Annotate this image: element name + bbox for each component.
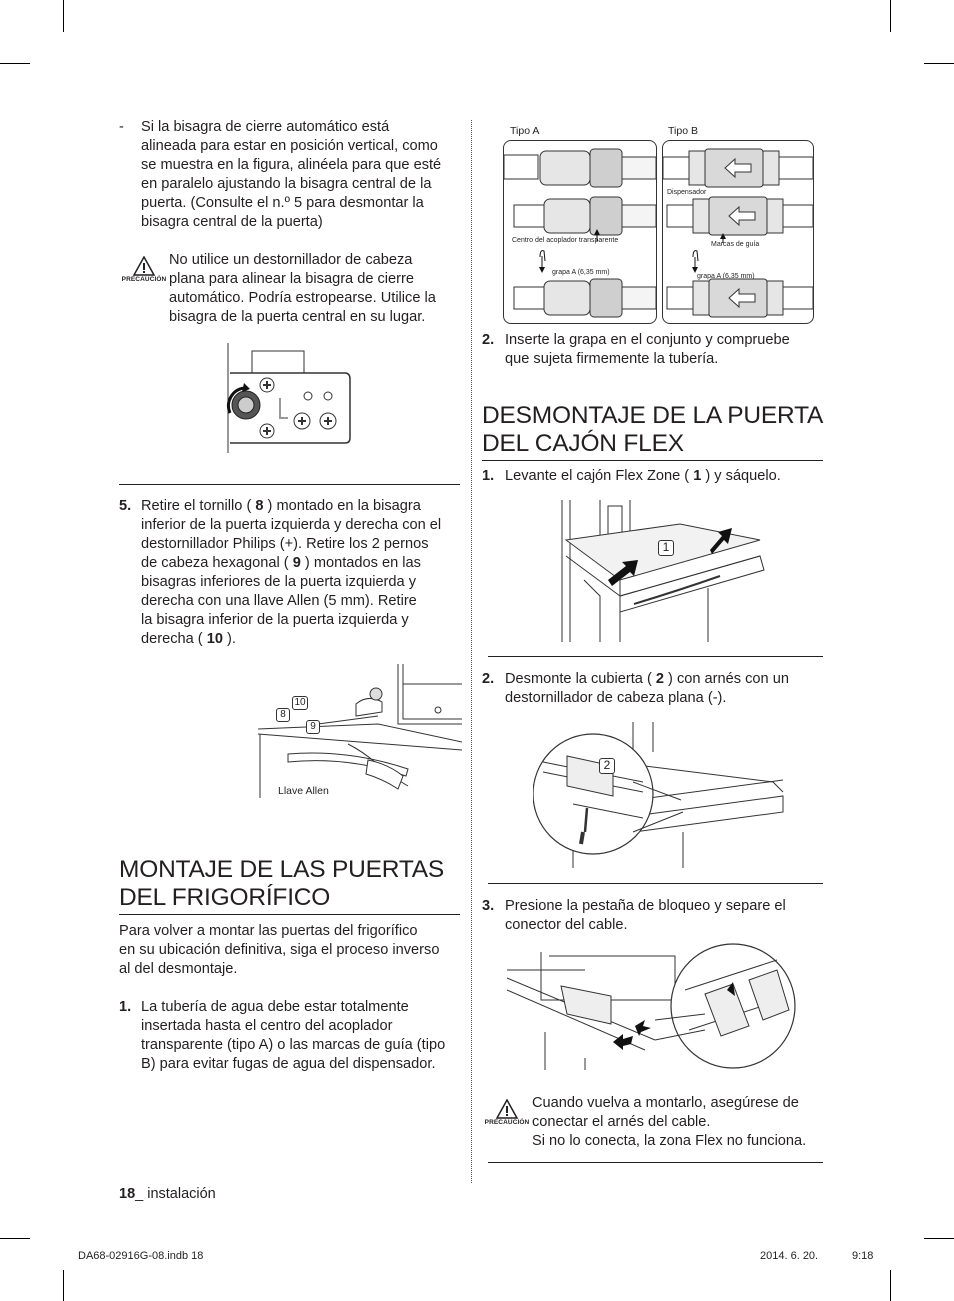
intro-text [119,922,464,979]
step-number: 5. [119,498,132,514]
text-run: de cabeza hexagonal ( [141,555,293,571]
text-line: Presione la pestaña de bloqueo y separe el [505,898,786,914]
dispenser-label: Dispensador [667,189,707,196]
text-line: inferior de la puerta izquierda y derecha con el [141,517,442,533]
caution-label: PRECAUCIÓN [484,1119,530,1126]
text-line: insertada hasta el centro del acoplador [141,1018,393,1034]
page-section: _ instalación [135,1186,216,1202]
text-line: que sujeta firmemente la tubería. [505,351,719,367]
ref-number: 2 [655,671,664,687]
text-line: alineada para estar en posición vertical, como [141,138,438,154]
guide-marks-label: Marcas de guía [711,241,760,248]
connector-figure [505,940,800,1070]
text-line: La tubería de agua debe estar totalmente [141,999,409,1015]
page-number: 18 [119,1186,136,1202]
dash-bullet: - [119,119,124,135]
separator [488,1162,823,1163]
text-line: Cuando vuelva a montarlo, asegúrese de [532,1095,799,1111]
text-line: B) para evitar fugas de agua del dispensador. [141,1056,436,1072]
step1-text [141,998,466,1074]
separator [488,656,823,657]
text-line: al del desmontaje. [119,961,238,977]
text-run: Desmonte la cubierta ( [505,671,656,687]
text-line [141,497,461,516]
separator [488,883,823,884]
section-heading [119,856,444,912]
step-number: 2. [482,671,495,687]
text-line: Si no lo conecta, la zona Flex no funciona. [532,1133,807,1149]
text-run: Levante el cajón Flex Zone ( [505,468,694,484]
text-run: ) montado en la bisagra [263,498,421,514]
crop-mark [0,63,30,64]
type-b-figure [662,140,814,324]
caution-label: PRECAUCIÓN [121,276,167,283]
caution-text [532,1094,832,1151]
text-run: ) con arnés con un [664,671,789,687]
heading-line: DESMONTAJE DE LA PUERTA [482,402,824,429]
step-number: 1. [119,999,132,1015]
text-line: automático. Podría estropearse. Utilice la [169,290,436,306]
heading-line: DEL CAJÓN FLEX [482,430,684,457]
separator [119,484,460,485]
text-run: ) montados en las [300,555,421,571]
text-line: en su ubicación definitiva, siga el proceso inverso [119,942,440,958]
type-a-figure [503,140,657,324]
flex-step3-text [505,897,825,935]
text-line [141,554,461,573]
text-line: plana para alinear la bisagra de cierre [169,271,415,287]
text-line: bisagra de la puerta central en su lugar. [169,309,426,325]
callout-label: 1 [658,540,674,556]
text-run: ). [222,631,236,647]
figure-label: Llave Allen [278,785,329,797]
text-line: transparente (tipo A) o las marcas de guía (tipo [141,1037,446,1053]
flex-drawer-figure [560,500,765,642]
callout-label: 2 [599,758,615,774]
crop-mark [924,1238,954,1239]
ref-number: 10 [206,631,223,647]
text-line: en paralelo ajustando la bisagra central de la [141,176,432,192]
callout-label: 8 [276,708,290,722]
crop-mark [0,1238,30,1239]
print-time: 9:18 [852,1250,874,1262]
separator [482,460,823,461]
caution-text [169,251,469,327]
flex-step2-text [505,670,825,708]
crop-mark [63,1270,64,1301]
caution-icon [484,1099,530,1135]
text-line: destornillador Philips (+). Retire los 2 pernos [141,536,429,552]
section-heading [482,402,823,458]
file-name: DA68-02916G-08.indb 18 [78,1250,204,1262]
step5-text [141,497,461,649]
crop-mark [890,0,891,32]
type-a-label: Tipo A [510,125,540,137]
text-line: bisagras inferiores de la puerta izquierda y [141,574,417,590]
column-divider [471,120,472,1183]
text-line: derecha con una llave Allen (5 mm). Retire [141,593,417,609]
caution-icon [121,256,167,292]
hinge-note [141,118,461,232]
flex-step1-text [505,467,781,486]
ref-number: 1 [693,468,702,484]
callout-label: 10 [292,696,308,710]
text-run: derecha ( [141,631,207,647]
step2-insert-text [505,331,825,369]
text-line [141,630,461,649]
text-run: Retire el tornillo ( [141,498,256,514]
text-line: puerta. (Consulte el n.º 5 para desmontar la [141,195,424,211]
lower-hinge-figure [258,664,462,798]
text-line: bisagra central de la puerta) [141,214,323,230]
crop-mark [924,63,954,64]
step-number: 3. [482,898,495,914]
crop-mark [63,0,64,32]
page-footer [119,1186,216,1202]
text-line: No utilice un destornillador de cabeza [169,252,413,268]
text-line [505,670,825,689]
ref-number: 8 [255,498,264,514]
ref-number: 9 [292,555,301,571]
print-date: 2014. 6. 20. [760,1250,819,1262]
cover-removal-figure [533,722,789,868]
clip-label: grapa A (6,35 mm) [552,269,610,276]
hinge-figure [220,343,360,453]
heading-line: MONTAJE DE LAS PUERTAS [119,856,445,883]
separator [119,914,460,915]
step-number: 1. [482,468,495,484]
text-line: Si la bisagra de cierre automático está [141,119,390,135]
type-b-label: Tipo B [668,125,698,137]
crop-mark [890,1270,891,1301]
heading-line: DEL FRIGORÍFICO [119,884,331,911]
clip-label: grapa A (6,35 mm) [697,273,755,280]
text-run: ) y sáquelo. [701,468,781,484]
callout-label: 9 [306,720,320,734]
text-line: conector del cable. [505,917,628,933]
text-line: destornillador de cabeza plana (-). [505,690,727,706]
text-line: la bisagra inferior de la puerta izquierda y [141,612,409,628]
text-line: Para volver a montar las puertas del frigorífico [119,923,418,939]
step-number: 2. [482,332,495,348]
text-line: se muestra en la figura, alinéela para que esté [141,157,442,173]
text-line: Inserte la grapa en el conjunto y compruebe [505,332,790,348]
coupler-center-label: Centro del acoplador transparente [512,237,619,244]
text-line: conectar el arnés del cable. [532,1114,711,1130]
